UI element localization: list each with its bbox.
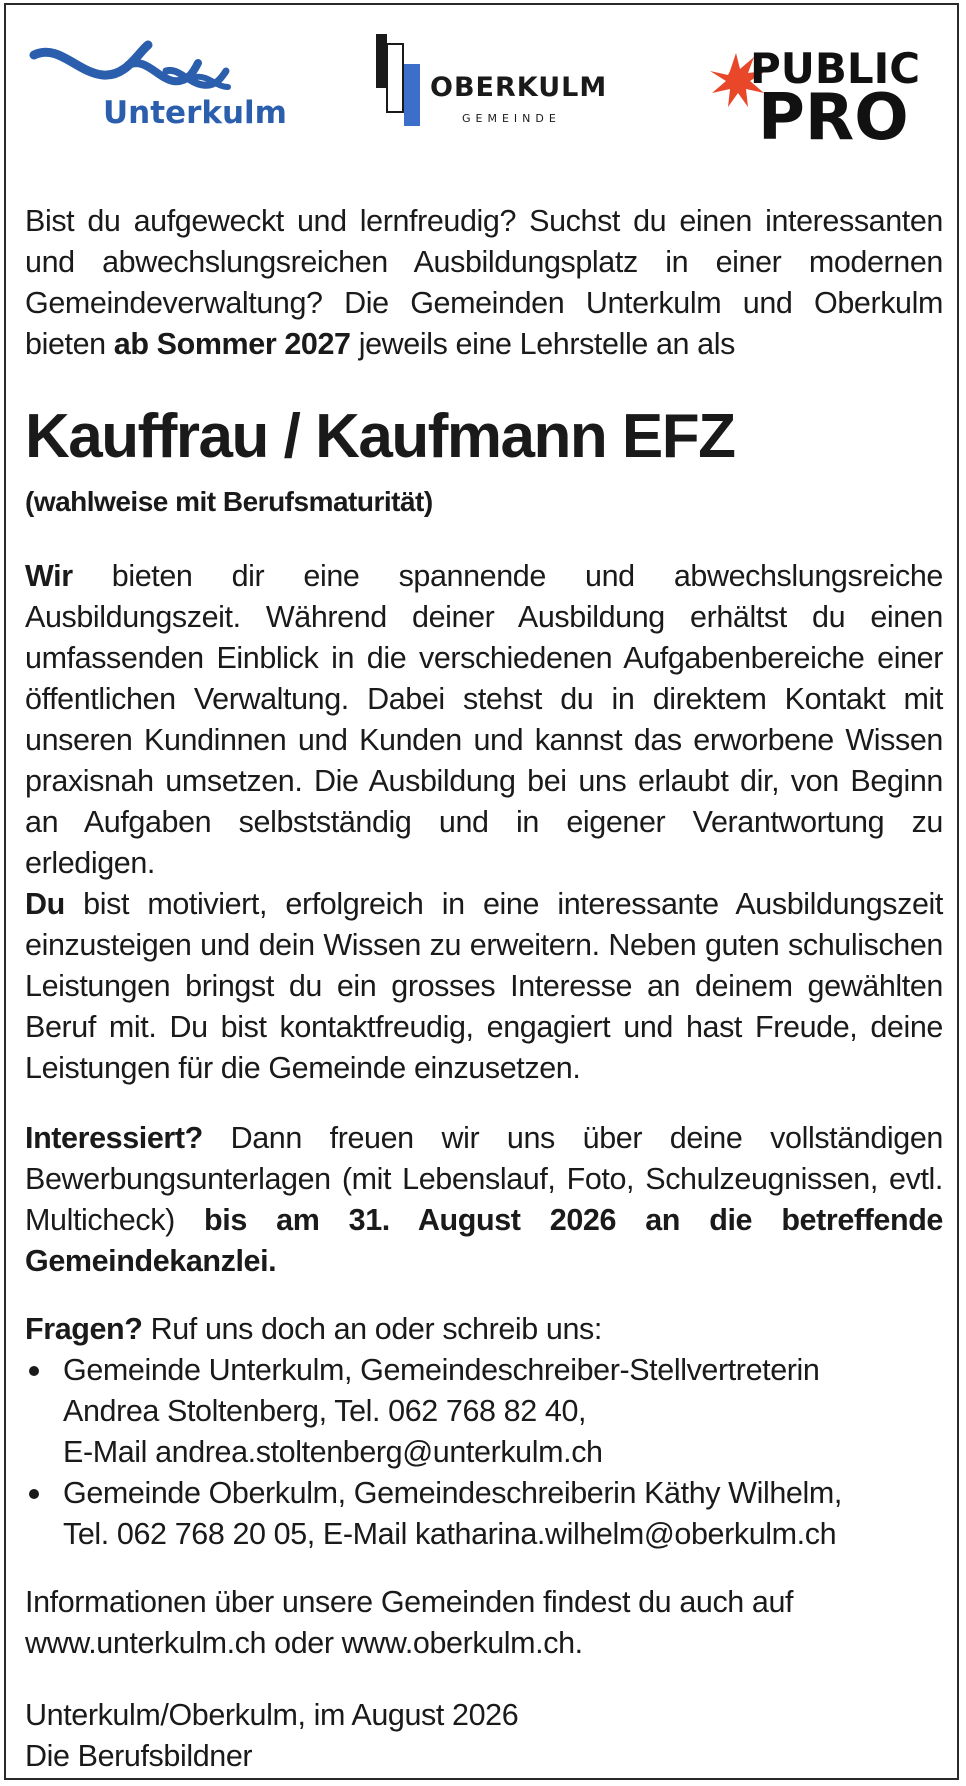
intro-start-date: ab Sommer 2027 (113, 327, 351, 361)
oberkulm-logo-name: OBERKULM (430, 72, 608, 103)
intro-text-end: jeweils eine Lehrstelle an als (350, 327, 735, 361)
closing-signature: Die Berufsbildner (25, 1739, 253, 1773)
info-links[interactable]: www.unterkulm.ch oder www.oberkulm.ch. (25, 1626, 583, 1660)
closing-paragraph (25, 1695, 943, 1777)
unterkulm-logo (28, 35, 328, 145)
contact-item (25, 1473, 943, 1555)
closing-place-date: Unterkulm/Oberkulm, im August 2026 (25, 1698, 519, 1732)
job-subtitle: (wahlweise mit Berufsmaturität) (25, 486, 433, 517)
logo-bar (6, 5, 961, 165)
publicpro-logo-line2: PRO (758, 81, 909, 149)
ad-frame (4, 3, 959, 1780)
intro-text: Bist du aufgeweckt und lernfreudig? Suchst du einen interessanten und abwechslungsreichen Ausbildungsplatz in einer modernen Gemeindeverwaltung? Die Gemeinden Unterkulm und Oberkulm bieten (25, 204, 943, 361)
wir-text: bieten dir eine spannende und abwechslungsreiche Ausbildungszeit. Während deiner Ausbildung erhältst du einen umfassenden Einblick in die verschiedenen Aufgabenbereiche einer öffentlichen Verwaltung. Dabei stehst du in direktem Kontakt mit unseren Kundinnen und Kunden und kannst das erworbene Wissen praxisnah umsetzen. Die Ausbildung bei uns erlaubt dir, von Beginn an Aufgaben selbstständig und in eigener Verantwortung zu erledigen. (25, 559, 943, 880)
interessiert-paragraph (25, 1118, 943, 1282)
du-paragraph (25, 884, 943, 1089)
interessiert-lead: Interessiert? (25, 1121, 203, 1155)
contact-line: Andrea Stoltenberg, Tel. 062 768 82 40, (63, 1394, 587, 1428)
fragen-paragraph (25, 1309, 943, 1350)
contact-list (25, 1350, 943, 1555)
interessiert-text: Dann freuen wir uns über deine vollständigen Bewerbungsunterlagen (mit Lebenslauf, Foto, Schulzeugnissen, evtl. Multicheck) (25, 1121, 943, 1237)
fragen-text: Ruf uns doch an oder schreib uns: (142, 1312, 602, 1346)
job-title: Kauffrau / Kaufmann EFZ (25, 402, 735, 471)
intro-paragraph (25, 201, 943, 365)
unterkulm-logo-text: Unterkulm (103, 95, 287, 131)
wir-lead: Wir (25, 559, 73, 593)
contact-line: Gemeinde Oberkulm, Gemeindeschreiberin Käthy Wilhelm, (63, 1476, 842, 1510)
info-line: Informationen über unsere Gemeinden findest du auch auf (25, 1585, 794, 1619)
oberkulm-logo (372, 30, 652, 140)
contact-item (25, 1350, 943, 1473)
publicpro-logo-line1: PUBLIC (750, 44, 921, 93)
contact-email[interactable]: E-Mail andrea.stoltenberg@unterkulm.ch (63, 1435, 603, 1469)
wir-paragraph (25, 556, 943, 884)
application-deadline: bis am 31. August 2026 an die betreffende Gemeindekanzlei. (25, 1203, 943, 1278)
du-text: bist motiviert, erfolgreich in eine interessante Ausbildungszeit einzusteigen und dein Wissen zu erweitern. Neben guten schulischen Leistungen bringst du ein grosses Interesse an deinem gewählten Beruf mit. Du bist kontaktfreudig, engagiert und hast Freude, deine Leistungen für die Gemeinde einzusetzen. (25, 887, 943, 1085)
contact-email[interactable]: Tel. 062 768 20 05, E-Mail katharina.wilhelm@oberkulm.ch (63, 1517, 837, 1551)
publicpro-logo (700, 31, 936, 149)
contact-line: Gemeinde Unterkulm, Gemeindeschreiber-Stellvertreterin (63, 1353, 820, 1387)
info-paragraph (25, 1582, 943, 1664)
du-lead: Du (25, 887, 65, 921)
fragen-lead: Fragen? (25, 1312, 143, 1346)
oberkulm-logo-sub: GEMEINDE (462, 112, 561, 125)
